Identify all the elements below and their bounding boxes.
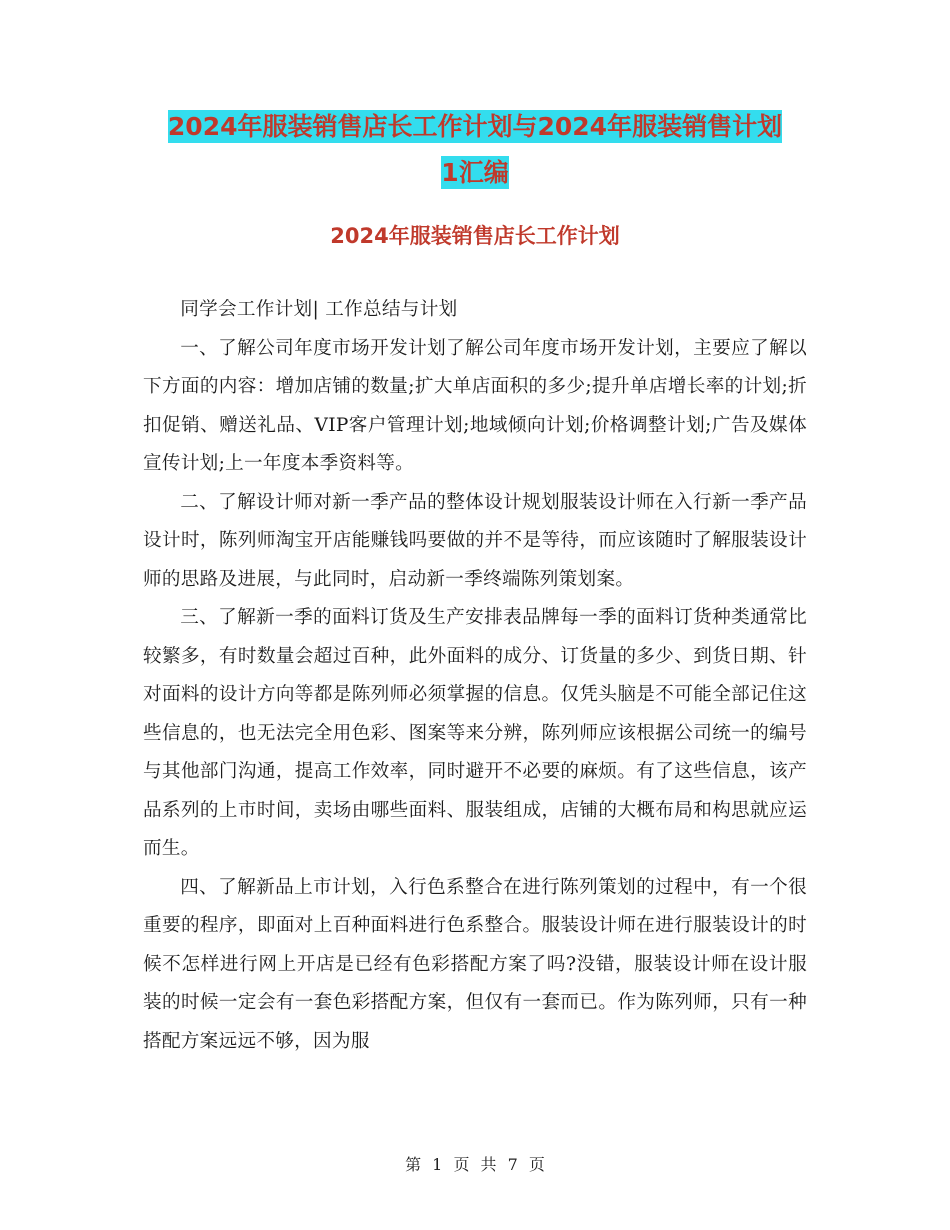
document-title: [140, 104, 810, 196]
paragraph-intro: 同学会工作计划| 工作总结与计划: [180, 299, 458, 320]
document-body: [143, 291, 807, 1061]
paragraph-4: 四、了解新品上市计划，入行色系整合在进行陈列策划的过程中，有一个很重要的程序，即面对上百种面料进行色系整合。服装设计师在进行服装设计的时候不怎样进行网上开店是已经有色彩搭配方案了吗?没错，服装设计师在设计服装的时候一定会有一套色彩搭配方案，但仅有一套而已。作为陈列师，只有一种搭配方案远远不够，因为服: [143, 876, 807, 1052]
title-line-1: 2024年服装销售店长工作计划与2024年服装销售计划: [167, 112, 783, 141]
paragraph-1: 一、了解公司年度市场开发计划了解公司年度市场开发计划，主要应了解以下方面的内容：增加店铺的数量;扩大单店面积的多少;提升单店增长率的计划;折扣促销、赠送礼品、VIP客户管理计划;地域倾向计划;价格调整计划;广告及媒体宣传计划;上一年度本季资料等。: [143, 337, 807, 474]
section-title: 2024年服装销售店长工作计划: [330, 224, 620, 248]
paragraph-3: 三、了解新一季的面料订货及生产安排表品牌每一季的面料订货种类通常比较繁多，有时数量会超过百种，此外面料的成分、订货量的多少、到货日期、针对面料的设计方向等都是陈列师必须掌握的信息。仅凭头脑是不可能全部记住这些信息的，也无法完全用色彩、图案等来分辨，陈列师应该根据公司统一的编号与其他部门沟通，提高工作效率，同时避开不必要的麻烦。有了这些信息，该产品系列的上市时间，卖场由哪些面料、服装组成，店铺的大概布局和构思就应运而生。: [143, 607, 807, 859]
page-footer: 第 1 页 共 7 页: [405, 1155, 545, 1174]
title-line-2: 1汇编: [441, 158, 509, 187]
paragraph-2: 二、了解设计师对新一季产品的整体设计规划服装设计师在入行新一季产品设计时，陈列师淘宝开店能赚钱吗要做的并不是等待，而应该随时了解服装设计师的思路及进展，与此同时，启动新一季终端陈列策划案。: [143, 491, 807, 590]
